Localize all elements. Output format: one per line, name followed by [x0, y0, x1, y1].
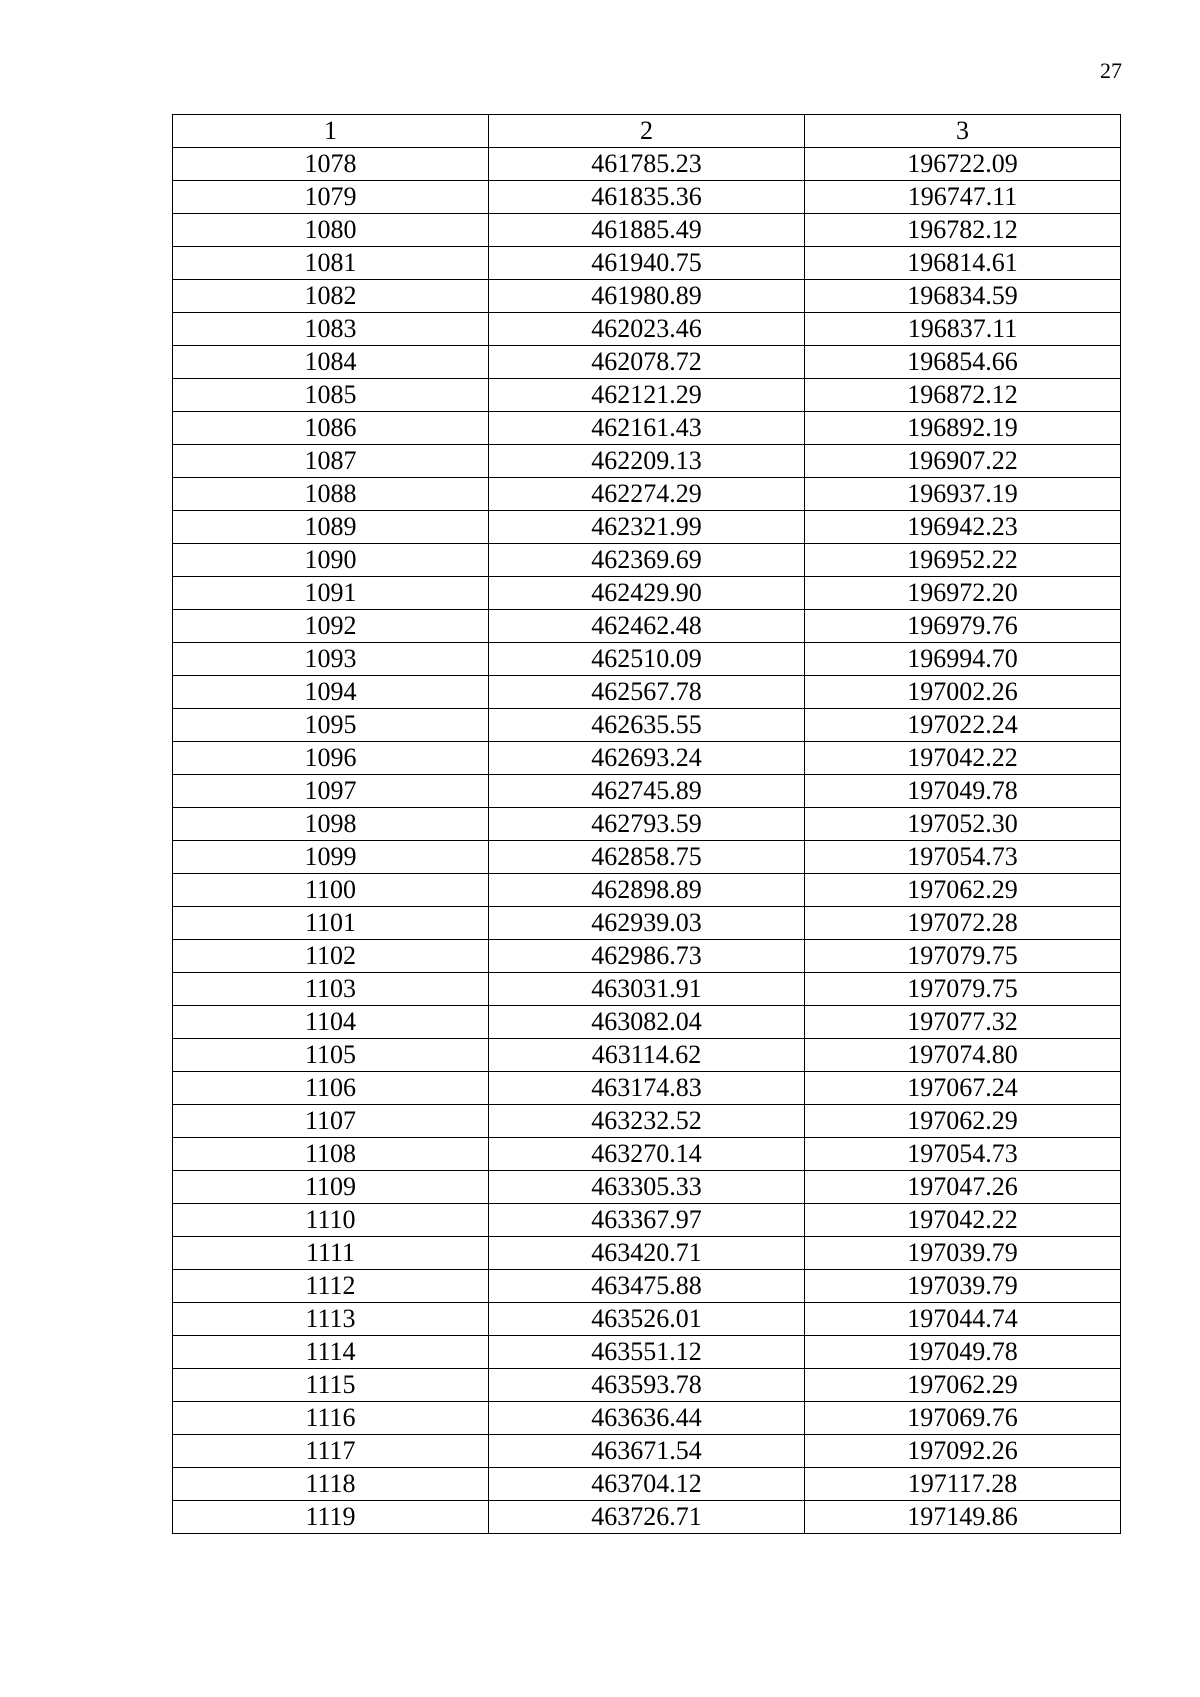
y-coordinate-cell: 196952.22: [805, 544, 1121, 577]
x-coordinate-cell: 462429.90: [489, 577, 805, 610]
table-row: [173, 247, 1121, 280]
point-number-cell: 1096: [173, 742, 489, 775]
table-row: [173, 808, 1121, 841]
point-number-cell: 1080: [173, 214, 489, 247]
x-coordinate-cell: 463551.12: [489, 1336, 805, 1369]
table-row: [173, 1501, 1121, 1534]
y-coordinate-cell: 196979.76: [805, 610, 1121, 643]
y-coordinate-cell: 196834.59: [805, 280, 1121, 313]
header-cell-2: 2: [489, 115, 805, 148]
y-coordinate-cell: 197042.22: [805, 1204, 1121, 1237]
y-coordinate-cell: 196872.12: [805, 379, 1121, 412]
y-coordinate-cell: 197047.26: [805, 1171, 1121, 1204]
point-number-cell: 1101: [173, 907, 489, 940]
x-coordinate-cell: 462462.48: [489, 610, 805, 643]
x-coordinate-cell: 463475.88: [489, 1270, 805, 1303]
point-number-cell: 1093: [173, 643, 489, 676]
x-coordinate-cell: 463305.33: [489, 1171, 805, 1204]
y-coordinate-cell: 197117.28: [805, 1468, 1121, 1501]
table-body: [173, 148, 1121, 1534]
point-number-cell: 1079: [173, 181, 489, 214]
point-number-cell: 1094: [173, 676, 489, 709]
x-coordinate-cell: 462161.43: [489, 412, 805, 445]
point-number-cell: 1113: [173, 1303, 489, 1336]
table-row: [173, 709, 1121, 742]
point-number-cell: 1085: [173, 379, 489, 412]
table-row: [173, 1237, 1121, 1270]
point-number-cell: 1089: [173, 511, 489, 544]
point-number-cell: 1118: [173, 1468, 489, 1501]
x-coordinate-cell: 461785.23: [489, 148, 805, 181]
y-coordinate-cell: 197069.76: [805, 1402, 1121, 1435]
table-row: [173, 1105, 1121, 1138]
table-row: [173, 478, 1121, 511]
y-coordinate-cell: 197042.22: [805, 742, 1121, 775]
table-row: [173, 511, 1121, 544]
table-row: [173, 1336, 1121, 1369]
y-coordinate-cell: 197062.29: [805, 1369, 1121, 1402]
table-row: [173, 1303, 1121, 1336]
y-coordinate-cell: 197002.26: [805, 676, 1121, 709]
x-coordinate-cell: 463704.12: [489, 1468, 805, 1501]
x-coordinate-cell: 462369.69: [489, 544, 805, 577]
table-row: [173, 1369, 1121, 1402]
table-row: [173, 1204, 1121, 1237]
point-number-cell: 1102: [173, 940, 489, 973]
table-row: [173, 412, 1121, 445]
table-row: [173, 148, 1121, 181]
table-row: [173, 1270, 1121, 1303]
point-number-cell: 1086: [173, 412, 489, 445]
y-coordinate-cell: 196814.61: [805, 247, 1121, 280]
x-coordinate-cell: 462793.59: [489, 808, 805, 841]
point-number-cell: 1104: [173, 1006, 489, 1039]
table-row: [173, 214, 1121, 247]
y-coordinate-cell: 196907.22: [805, 445, 1121, 478]
table-row: [173, 346, 1121, 379]
table-row: [173, 874, 1121, 907]
table-row: [173, 1138, 1121, 1171]
x-coordinate-cell: 463526.01: [489, 1303, 805, 1336]
table-row: [173, 1171, 1121, 1204]
y-coordinate-cell: 197039.79: [805, 1270, 1121, 1303]
page-number: 27: [1100, 58, 1122, 83]
table-row: [173, 643, 1121, 676]
x-coordinate-cell: 463367.97: [489, 1204, 805, 1237]
x-coordinate-cell: 462321.99: [489, 511, 805, 544]
point-number-cell: 1081: [173, 247, 489, 280]
y-coordinate-cell: 197049.78: [805, 1336, 1121, 1369]
point-number-cell: 1111: [173, 1237, 489, 1270]
y-coordinate-cell: 196937.19: [805, 478, 1121, 511]
point-number-cell: 1107: [173, 1105, 489, 1138]
point-number-cell: 1092: [173, 610, 489, 643]
x-coordinate-cell: 462939.03: [489, 907, 805, 940]
table-row: [173, 742, 1121, 775]
point-number-cell: 1078: [173, 148, 489, 181]
y-coordinate-cell: 197092.26: [805, 1435, 1121, 1468]
point-number-cell: 1110: [173, 1204, 489, 1237]
point-number-cell: 1099: [173, 841, 489, 874]
table-row: [173, 1072, 1121, 1105]
point-number-cell: 1091: [173, 577, 489, 610]
x-coordinate-cell: 462023.46: [489, 313, 805, 346]
table-header-row: [173, 115, 1121, 148]
x-coordinate-cell: 462986.73: [489, 940, 805, 973]
y-coordinate-cell: 197077.32: [805, 1006, 1121, 1039]
x-coordinate-cell: 462121.29: [489, 379, 805, 412]
y-coordinate-cell: 196972.20: [805, 577, 1121, 610]
x-coordinate-cell: 462274.29: [489, 478, 805, 511]
y-coordinate-cell: 196837.11: [805, 313, 1121, 346]
table-row: [173, 1435, 1121, 1468]
table-row: [173, 577, 1121, 610]
x-coordinate-cell: 463174.83: [489, 1072, 805, 1105]
point-number-cell: 1119: [173, 1501, 489, 1534]
y-coordinate-cell: 196854.66: [805, 346, 1121, 379]
x-coordinate-cell: 462209.13: [489, 445, 805, 478]
x-coordinate-cell: 463671.54: [489, 1435, 805, 1468]
point-number-cell: 1103: [173, 973, 489, 1006]
y-coordinate-cell: 196782.12: [805, 214, 1121, 247]
table-row: [173, 676, 1121, 709]
x-coordinate-cell: 462745.89: [489, 775, 805, 808]
y-coordinate-cell: 197079.75: [805, 973, 1121, 1006]
point-number-cell: 1082: [173, 280, 489, 313]
x-coordinate-cell: 461980.89: [489, 280, 805, 313]
point-number-cell: 1109: [173, 1171, 489, 1204]
point-number-cell: 1108: [173, 1138, 489, 1171]
point-number-cell: 1090: [173, 544, 489, 577]
y-coordinate-cell: 197062.29: [805, 874, 1121, 907]
point-number-cell: 1097: [173, 775, 489, 808]
table-row: [173, 313, 1121, 346]
y-coordinate-cell: 197072.28: [805, 907, 1121, 940]
table-row: [173, 907, 1121, 940]
y-coordinate-cell: 197062.29: [805, 1105, 1121, 1138]
table-row: [173, 379, 1121, 412]
y-coordinate-cell: 196994.70: [805, 643, 1121, 676]
x-coordinate-cell: 463270.14: [489, 1138, 805, 1171]
table-row: [173, 1039, 1121, 1072]
x-coordinate-cell: 462510.09: [489, 643, 805, 676]
x-coordinate-cell: 462567.78: [489, 676, 805, 709]
y-coordinate-cell: 197079.75: [805, 940, 1121, 973]
x-coordinate-cell: 463232.52: [489, 1105, 805, 1138]
x-coordinate-cell: 463420.71: [489, 1237, 805, 1270]
x-coordinate-cell: 462693.24: [489, 742, 805, 775]
y-coordinate-cell: 196892.19: [805, 412, 1121, 445]
point-number-cell: 1112: [173, 1270, 489, 1303]
x-coordinate-cell: 462635.55: [489, 709, 805, 742]
header-cell-1: 1: [173, 115, 489, 148]
point-number-cell: 1114: [173, 1336, 489, 1369]
y-coordinate-cell: 197049.78: [805, 775, 1121, 808]
table-row: [173, 280, 1121, 313]
coordinates-table: [172, 114, 1121, 1534]
x-coordinate-cell: 463114.62: [489, 1039, 805, 1072]
point-number-cell: 1083: [173, 313, 489, 346]
table-header: [173, 115, 1121, 148]
table-row: [173, 544, 1121, 577]
y-coordinate-cell: 197039.79: [805, 1237, 1121, 1270]
x-coordinate-cell: 463593.78: [489, 1369, 805, 1402]
x-coordinate-cell: 462898.89: [489, 874, 805, 907]
point-number-cell: 1105: [173, 1039, 489, 1072]
point-number-cell: 1095: [173, 709, 489, 742]
y-coordinate-cell: 197067.24: [805, 1072, 1121, 1105]
y-coordinate-cell: 197054.73: [805, 841, 1121, 874]
table-row: [173, 445, 1121, 478]
y-coordinate-cell: 197074.80: [805, 1039, 1121, 1072]
x-coordinate-cell: 461940.75: [489, 247, 805, 280]
point-number-cell: 1115: [173, 1369, 489, 1402]
point-number-cell: 1098: [173, 808, 489, 841]
y-coordinate-cell: 197052.30: [805, 808, 1121, 841]
x-coordinate-cell: 463031.91: [489, 973, 805, 1006]
x-coordinate-cell: 463726.71: [489, 1501, 805, 1534]
table-row: [173, 973, 1121, 1006]
y-coordinate-cell: 196942.23: [805, 511, 1121, 544]
table-row: [173, 775, 1121, 808]
y-coordinate-cell: 197044.74: [805, 1303, 1121, 1336]
x-coordinate-cell: 462858.75: [489, 841, 805, 874]
y-coordinate-cell: 196722.09: [805, 148, 1121, 181]
x-coordinate-cell: 462078.72: [489, 346, 805, 379]
point-number-cell: 1106: [173, 1072, 489, 1105]
y-coordinate-cell: 197054.73: [805, 1138, 1121, 1171]
point-number-cell: 1084: [173, 346, 489, 379]
point-number-cell: 1088: [173, 478, 489, 511]
header-cell-3: 3: [805, 115, 1121, 148]
x-coordinate-cell: 463082.04: [489, 1006, 805, 1039]
table-row: [173, 610, 1121, 643]
x-coordinate-cell: 461885.49: [489, 214, 805, 247]
table-row: [173, 1468, 1121, 1501]
point-number-cell: 1117: [173, 1435, 489, 1468]
table-row: [173, 940, 1121, 973]
table-row: [173, 841, 1121, 874]
point-number-cell: 1100: [173, 874, 489, 907]
point-number-cell: 1116: [173, 1402, 489, 1435]
table-row: [173, 1402, 1121, 1435]
table-row: [173, 1006, 1121, 1039]
x-coordinate-cell: 463636.44: [489, 1402, 805, 1435]
table-row: [173, 181, 1121, 214]
y-coordinate-cell: 197149.86: [805, 1501, 1121, 1534]
y-coordinate-cell: 196747.11: [805, 181, 1121, 214]
x-coordinate-cell: 461835.36: [489, 181, 805, 214]
y-coordinate-cell: 197022.24: [805, 709, 1121, 742]
point-number-cell: 1087: [173, 445, 489, 478]
